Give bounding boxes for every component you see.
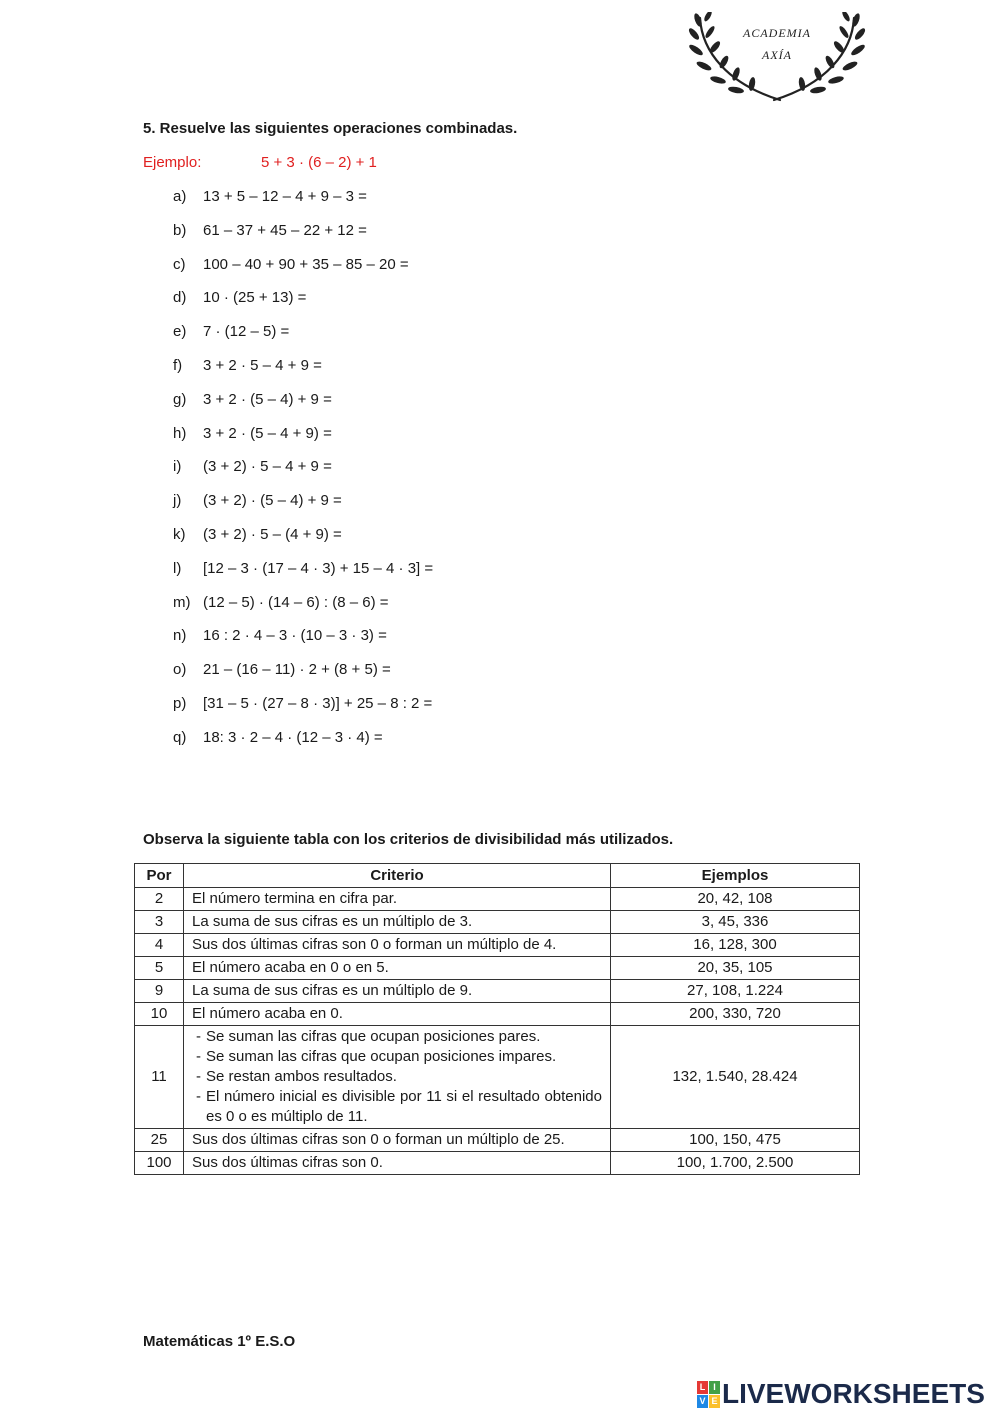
exercise-label: e) [173,323,187,341]
table-row [135,934,860,957]
cell-por: 3 [135,911,184,934]
cell-ejemplos: 16, 128, 300 [611,934,860,957]
cell-criterio: La suma de sus cifras es un múltiplo de 9. [184,980,611,1003]
exercise-expression: 18: 3 · 2 – 4 · (12 – 3 · 4) = [203,728,383,746]
logo-line-1: ACADEMIA [743,26,811,40]
table-header-row [135,864,860,888]
criterio-step: - El número inicial es divisible por 11 si el resultado obtenido es 0 o es múltiplo de 11. [206,1087,602,1127]
exercise-expression: 21 – (16 – 11) · 2 + (8 + 5) = [203,661,391,679]
divisibility-table [134,863,860,1175]
exercise-label: l) [173,559,182,577]
exercise-expression: 7 · (12 – 5) = [203,323,290,341]
table-row [135,1003,860,1026]
criterio-steps [192,1027,602,1127]
exercise-label: a) [173,188,187,205]
cell-ejemplos: 3, 45, 336 [611,911,860,934]
cell-por: 9 [135,980,184,1003]
exercise-expression: (3 + 2) · 5 – 4 + 9 = [203,458,332,476]
cell-ejemplos: 20, 42, 108 [611,888,860,911]
watermark-text: LIVEWORKSHEETS [722,1378,985,1409]
cell-criterio: El número acaba en 0 o en 5. [184,957,611,980]
exercise-label: p) [173,694,187,712]
cell-por: 11 [135,1026,184,1129]
cell-por: 25 [135,1129,184,1152]
cell-ejemplos: 27, 108, 1.224 [611,980,860,1003]
cell-por: 10 [135,1003,184,1026]
cell-ejemplos: 100, 1.700, 2.500 [611,1152,860,1175]
cell-ejemplos: 100, 150, 475 [611,1129,860,1152]
exercise-label: d) [173,289,187,307]
exercise-expression: (12 – 5) · (14 – 6) : (8 – 6) = [203,593,389,611]
table-row [135,957,860,980]
exercise-expression: (3 + 2) · 5 – (4 + 9) = [203,525,342,543]
example-label: Ejemplo: [143,154,202,171]
cell-por: 2 [135,888,184,911]
exercise-expression: 3 + 2 · 5 – 4 + 9 = [203,356,322,374]
table-row [135,980,860,1003]
cell-criterio: Sus dos últimas cifras son 0 o forman un múltiplo de 25. [184,1129,611,1152]
table-row [135,1152,860,1175]
exercise-expression: 3 + 2 · (5 – 4 + 9) = [203,424,332,442]
cell-ejemplos: 20, 35, 105 [611,957,860,980]
footer-course-label: Matemáticas 1º E.S.O [143,1333,296,1350]
cell-por: 5 [135,957,184,980]
cell-criterio: El número termina en cifra par. [184,888,611,911]
exercise-expression: 10 · (25 + 13) = [203,289,307,307]
exercise-heading: 5. Resuelve las siguientes operaciones combinadas. [143,120,518,137]
exercise-label: g) [173,390,187,408]
icon-letter-v: V [697,1395,708,1408]
exercise-label: q) [173,728,187,746]
cell-ejemplos: 200, 330, 720 [611,1003,860,1026]
exercise-label: o) [173,661,187,679]
exercise-expression: 13 + 5 – 12 – 4 + 9 – 3 = [203,188,367,205]
exercise-label: h) [173,424,187,442]
cell-criterio: Sus dos últimas cifras son 0. [184,1152,611,1175]
cell-ejemplos: 132, 1.540, 28.424 [611,1026,860,1129]
cell-criterio [184,1026,611,1129]
icon-letter-e: E [709,1395,720,1408]
liveworksheets-icon [697,1381,719,1407]
header-criterio: Criterio [184,864,611,888]
example-expression: 5 + 3 · (6 – 2) + 1 [261,154,377,171]
exercise-expression: (3 + 2) · (5 – 4) + 9 = [203,492,342,510]
cell-por: 4 [135,934,184,957]
exercise-expression: 100 – 40 + 90 + 35 – 85 – 20 = [203,255,409,273]
cell-criterio: La suma de sus cifras es un múltiplo de 3. [184,911,611,934]
table-row [135,888,860,911]
cell-por: 100 [135,1152,184,1175]
exercise-expression: [12 – 3 · (17 – 4 · 3) + 15 – 4 · 3] = [203,559,434,577]
exercise-label: m) [173,593,191,611]
exercise-expression: 61 – 37 + 45 – 22 + 12 = [203,221,367,239]
exercise-label: j) [173,492,182,510]
example-line [143,154,377,171]
exercise-label: b) [173,221,187,239]
table-row [135,1026,860,1129]
criterio-step: - Se restan ambos resultados. [206,1067,602,1087]
table-row [135,911,860,934]
criterio-step: - Se suman las cifras que ocupan posiciones impares. [206,1047,602,1067]
header-ejemplos: Ejemplos [611,864,860,888]
cell-criterio: Sus dos últimas cifras son 0 o forman un múltiplo de 4. [184,934,611,957]
exercise-expression: 3 + 2 · (5 – 4) + 9 = [203,390,332,408]
divisibility-table-title: Observa la siguiente tabla con los criterios de divisibilidad más utilizados. [143,831,674,848]
icon-letter-i: I [709,1381,720,1394]
exercise-expression: 16 : 2 · 4 – 3 · (10 – 3 · 3) = [203,627,387,645]
cell-criterio: El número acaba en 0. [184,1003,611,1026]
exercise-label: c) [173,255,186,273]
exercise-expression: [31 – 5 · (27 – 8 · 3)] + 25 – 8 : 2 = [203,694,433,712]
liveworksheets-watermark [697,1377,985,1411]
exercise-label: n) [173,627,187,645]
academia-axia-logo [688,12,866,108]
header-por: Por [135,864,184,888]
table-row [135,1129,860,1152]
icon-letter-l: L [697,1381,708,1394]
logo-line-2: AXÍA [762,48,792,62]
criterio-step: - Se suman las cifras que ocupan posiciones pares. [206,1027,602,1047]
exercise-label: f) [173,356,183,374]
exercise-label: k) [173,525,186,543]
exercise-label: i) [173,458,182,476]
